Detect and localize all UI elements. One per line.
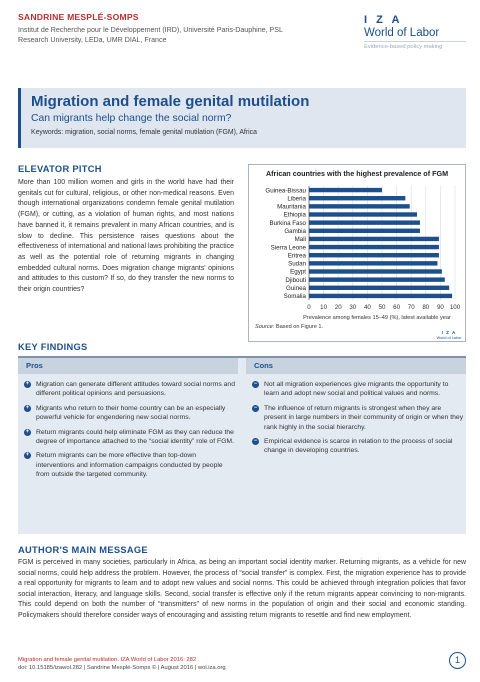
fgm-chart-svg (249, 165, 465, 341)
pros-heading: Pros (18, 358, 238, 374)
category-label: Djibouti (285, 276, 306, 284)
x-tick-label: 10 (320, 304, 328, 311)
category-label: Guinea (286, 284, 306, 292)
iza-logo-top: I Z A (364, 14, 403, 26)
header (18, 12, 466, 82)
bar (309, 188, 382, 192)
iza-logo-tagline: Evidence-based policy making (364, 41, 466, 50)
category-label: Burkina Faso (269, 219, 306, 227)
con-item (252, 404, 464, 432)
category-label: Eritrea (287, 252, 306, 260)
pro-item-text: Return migrants can be more effective than top-down interventions and information campaigns conducted by people from outside the targeted community. (36, 452, 223, 479)
x-tick-label: 90 (436, 304, 444, 311)
category-label: Egypt (290, 268, 306, 276)
iza-logo (364, 14, 466, 50)
fgm-chart (248, 164, 466, 342)
minus-icon: − (253, 404, 258, 411)
footer-doi: doi: 10.15185/izawol.282 | Sandrine Mesplé-Somps © | August 2016 | wol.iza.org (18, 665, 226, 671)
pro-item (24, 451, 236, 479)
pro-item (24, 404, 236, 423)
plus-icon: + (25, 452, 30, 459)
category-label: Sierra Leone (270, 244, 306, 252)
pros-list (24, 380, 236, 485)
x-axis-label: Prevalence among females 15–49 (%), latest available year (303, 315, 451, 321)
x-tick-label: 0 (307, 304, 311, 311)
x-tick-label: 70 (407, 304, 415, 311)
elevator-pitch-heading: ELEVATOR PITCH (18, 164, 102, 174)
key-findings-heading: KEY FINDINGS (18, 342, 88, 352)
chart-logo-bottom: World of Labor (436, 336, 462, 340)
bar (309, 237, 439, 241)
pro-item-text: Migration can generate different attitudes toward social norms and different political opinions and persuasions. (36, 381, 235, 398)
con-item (252, 380, 464, 399)
key-findings-box (18, 356, 466, 534)
category-label: Gambia (284, 227, 306, 235)
footer (18, 656, 466, 672)
pro-item (24, 380, 236, 399)
bar (309, 269, 442, 273)
elevator-pitch-text: More than 100 million women and girls in the world have had their genitals cut for cultural, religious, or other non-medical reasons. Even though international organizations condemn female genital mutilation (FGM), or cutting, as a violation of human rights, and most nations have banned it, it remains prevalent in many African countries, and is slow to decline. This persistence raises questions about the effectiveness of international and national laws prohibiting the practice as well as the potential role of returning migrants in changing embedded cultural norms. Does migration change migrants' opinions and attitudes to this custom? If so, do they transfer the new norms to their origin countries? (18, 179, 234, 294)
chart-title: African countries with the highest prevalence of FGM (265, 169, 449, 178)
minus-icon: − (253, 381, 258, 387)
bar (309, 245, 439, 249)
category-label: Liberia (287, 195, 306, 203)
author-affiliation: Institut de Recherche pour le Développement (IRD), Université Paris-Dauphine, PSL Research University, LEDa, UMR DIAL, France (18, 26, 283, 44)
bar (309, 220, 420, 224)
chart-source-label: Source: (255, 324, 275, 330)
bar (309, 229, 420, 233)
author-message-heading: AUTHOR'S MAIN MESSAGE (18, 545, 148, 555)
chart-source-text: Based on Figure 1. (274, 324, 324, 330)
bar (309, 212, 417, 216)
category-label: Sudan (288, 260, 306, 268)
chart-logo-top: I Z A (441, 330, 457, 335)
cons-list (252, 380, 464, 461)
pro-item-text: Migrants who return to their home country can be an especially powerful vehicle for engendering new social norms. (36, 404, 226, 422)
bar (309, 253, 439, 257)
iza-logo-name: World of Labor (364, 27, 440, 39)
x-tick-label: 20 (334, 304, 342, 311)
category-label: Ethiopia (283, 211, 306, 219)
footer-citation: Migration and female genital mutilation. IZA World of Labor 2016: 282 (18, 657, 197, 663)
x-tick-label: 80 (422, 304, 430, 311)
plus-icon: + (25, 381, 30, 387)
pro-item (24, 428, 236, 447)
con-item-text: The influence of return migrants is strongest when they are present in large numbers in their community of origin or when they rank highly in the social hierarchy. (264, 404, 464, 431)
bar (309, 261, 437, 265)
x-tick-label: 30 (349, 304, 357, 311)
author-name: SANDRINE MESPLÉ-SOMPS (18, 12, 139, 22)
con-item-text: Empirical evidence is scarce in relation to the process of social change in developing countries. (264, 438, 453, 455)
plus-icon: + (25, 428, 30, 435)
page-title: Migration and female genital mutilation (31, 93, 310, 110)
x-tick-label: 60 (393, 304, 401, 311)
bar (309, 294, 452, 298)
x-tick-label: 50 (378, 304, 386, 311)
category-label: Mali (294, 236, 306, 244)
title-box (18, 88, 466, 148)
bar (309, 196, 405, 200)
con-item-text: Not all migration experiences give migrants the opportunity to learn and adopt new social and political values and norms. (264, 381, 449, 398)
author-message-text: FGM is perceived in many societies, particularly in Africa, as being an important social identity marker. Returning migrants, as a vehicle for new social norms, could help address the problem. However, the process of “social transfer” is complex. First, the migration experience has to provide a real opportunity for migrants to learn and to adopt new values and social norms. This could be achieved through integration policies that favor social interaction, literacy, and language skills. Second, social transfer is effective only if the return migrants appear convincing to non-migrants. This could depend on both the number of “transmitters” of new norms in the population of origin and their social and economic standing. Policymakers should therefore consider ways of encouraging and assisting return migrants to resettle and find new employment. (18, 559, 466, 619)
page-subtitle: Can migrants help change the social norm? (31, 113, 232, 124)
con-item (252, 437, 464, 456)
bar (309, 277, 445, 281)
bar (309, 286, 449, 290)
page-number: 1 (449, 652, 466, 669)
category-label: Somalia (283, 293, 306, 301)
category-label: Mauritania (277, 203, 306, 211)
keywords: Keywords: migration, social norms, female genital mutilation (FGM), Africa (31, 129, 257, 136)
bar (309, 204, 410, 208)
pro-item-text: Return migrants could help eliminate FGM as they can reduce the degree of importance attached to the “social identity” role of FGM. (36, 428, 234, 446)
category-label: Guinea-Bissau (265, 187, 306, 195)
cons-heading: Cons (246, 358, 466, 374)
plus-icon: + (25, 404, 30, 411)
x-tick-label: 100 (449, 304, 461, 311)
x-tick-label: 40 (363, 304, 371, 311)
minus-icon: − (253, 438, 258, 445)
chart-source (255, 324, 324, 330)
